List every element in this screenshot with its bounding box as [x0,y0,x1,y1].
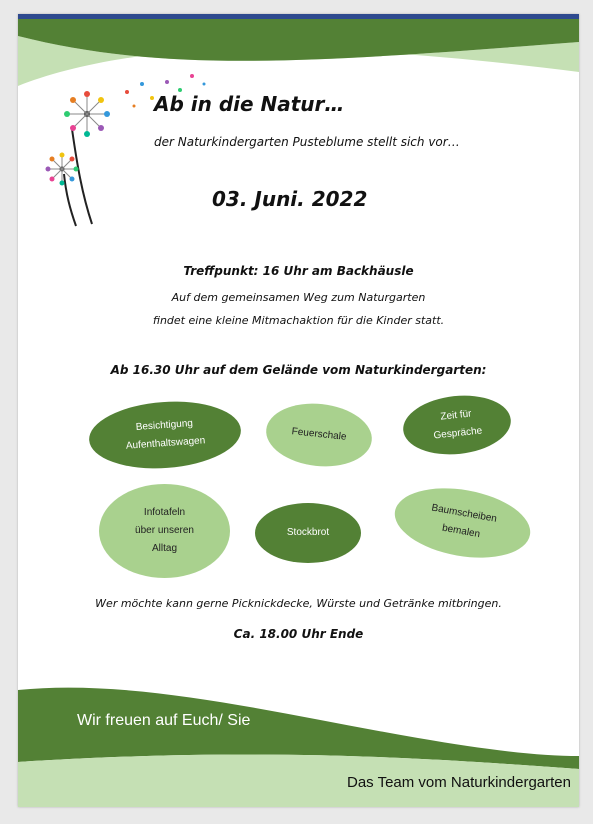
team-signature: Das Team vom Naturkindergarten [347,774,571,791]
flyer-title: Ab in die Natur… [154,92,345,116]
walk-line-1: Auf dem gemeinsamen Weg zum Naturgarten [171,291,426,304]
end-time: Ca. 18.00 Uhr Ende [233,627,364,641]
meeting-point: Treffpunkt: 16 Uhr am Backhäusle [183,264,414,278]
flyer-subtitle: der Naturkindergarten Pusteblume stellt sich vor… [154,135,460,149]
bring-note: Wer möchte kann gerne Picknickdecke, Würste und Getränke mitbringen. [95,597,502,610]
activity-oval-aufenthaltswagen: Besichtigung Aufenthaltswagen [87,397,243,473]
walk-line-2: findet eine kleine Mitmachaktion für die Kinder statt. [152,314,445,327]
activity-oval-feuerschale: Feuerschale [263,399,375,472]
event-date: 03. Juni. 2022 [212,187,368,211]
activity-oval-stockbrot: Stockbrot [255,503,361,563]
activity-oval-gespraeche: Zeit für Gespräche [400,391,513,460]
flyer-page [18,14,579,807]
thanks-text: Wir freuen auf Euch/ Sie [77,712,251,729]
area-heading: Ab 16.30 Uhr auf dem Gelände vom Naturkindergarten: [110,363,487,377]
activity-oval-infotafeln: Infotafeln über unseren Alltag [99,484,230,578]
activity-oval-baumscheiben: Baumscheiben bemalen [389,479,535,568]
